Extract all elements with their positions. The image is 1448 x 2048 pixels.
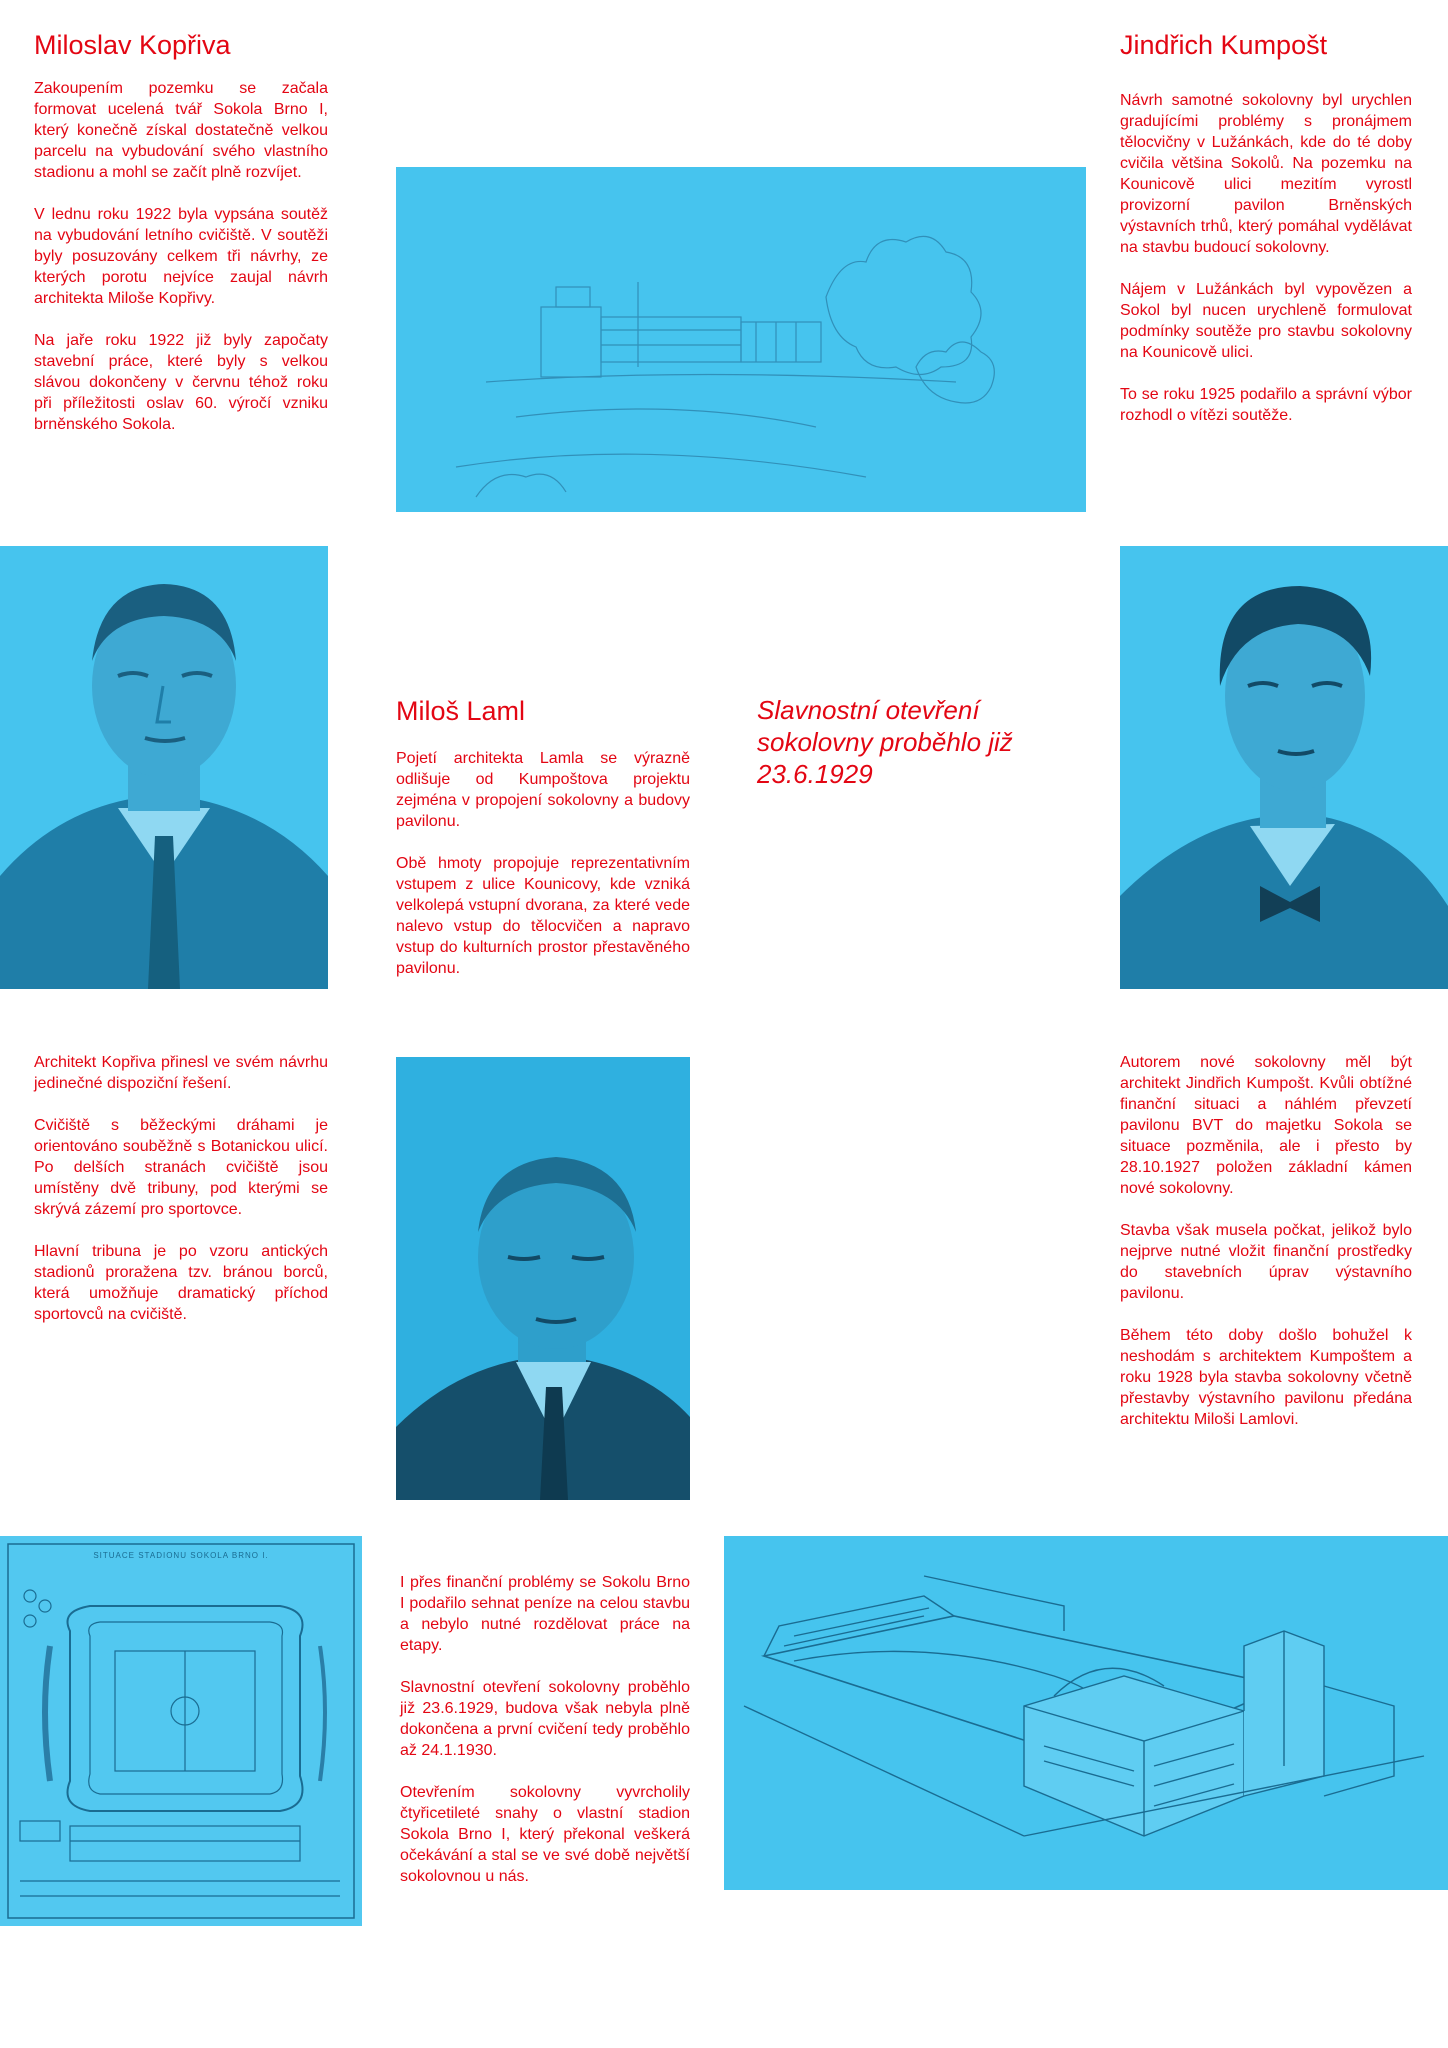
kopriva-paragraph-2: V lednu roku 1922 byla vypsána soutěž na vybudování letního cvičiště. V soutěži byly posuzovány celkem tři návrhy, ze kterých porotu nejvíce zaujal návrh architekta Miloše Kopřivy.	[34, 206, 328, 307]
stadium-plan-title: SITUACE STADIONU SOKOLA BRNO I.	[93, 1551, 269, 1560]
kopriva-design-paragraph-3: Hlavní tribuna je po vzoru antických stadionů proražena tzv. bránou borců, která umožňuje dramatický příchod sportovců na cvičiště.	[34, 1243, 328, 1323]
kopriva-portrait-photo	[0, 546, 328, 989]
kumpost-author-section	[1120, 1052, 1412, 1451]
opening-paragraph-2: Slavnostní otevření sokolovny proběhlo již 23.6.1929, budova však nebyla plně dokončena a první cvičení tedy proběhlo až 24.1.1930.	[400, 1679, 690, 1759]
stadium-site-plan-image	[0, 1536, 362, 1926]
laml-portrait-photo	[396, 1057, 690, 1500]
kopriva-design-paragraph-1: Architekt Kopřiva přinesl ve svém návrhu jedinečné dispoziční řešení.	[34, 1054, 328, 1092]
kopriva-section	[34, 28, 328, 456]
kumpost-author-paragraph-3: Během této doby došlo bohužel k neshodám s architektem Kumpoštem a roku 1928 byla stavba sokolovny včetně přestavby výstavního pavilonu předána architektu Miloši Lamlovi.	[1120, 1327, 1412, 1428]
kopriva-paragraph-1: Zakoupením pozemku se začala formovat ucelená tvář Sokola Brno I, který konečně získal dostatečně velkou parcelu na vybudování svého vlastního stadionu a mohl se začít plně rozvíjet.	[34, 80, 328, 181]
kumpost-section	[1120, 28, 1412, 447]
laml-paragraph-1: Pojetí architekta Lamla se výrazně odlišuje od Kumpoštova projektu zejména v propojení sokolovny a budovy pavilonu.	[396, 750, 690, 830]
kumpost-paragraph-3: To se roku 1925 podařilo a správní výbor rozhodl o vítězi soutěže.	[1120, 386, 1412, 424]
laml-section	[396, 694, 690, 1000]
kopriva-heading: Miloslav Kopřiva	[34, 30, 231, 60]
stadium-axonometric-image	[724, 1536, 1448, 1890]
opening-section	[400, 1572, 690, 1908]
kopriva-design-paragraph-2: Cvičiště s běžeckými dráhami je orientováno souběžně s Botanickou ulicí. Po delších stranách cvičiště jsou umístěny dvě tribuny, pod kterými se skrývá zázemí pro sportovce.	[34, 1117, 328, 1218]
laml-heading: Miloš Laml	[396, 696, 526, 726]
opening-quote-text: Slavnostní otevření sokolovny proběhlo již 23.6.1929	[757, 695, 1013, 789]
opening-quote	[757, 694, 1057, 790]
opening-paragraph-3: Otevřením sokolovny vyvrcholily čtyřicetileté snahy o vlastní stadion Sokola Brno I, který překonal veškerá očekávání a stal se ve své době největší sokolovnou u nás.	[400, 1784, 690, 1885]
kumpost-heading: Jindřich Kumpošt	[1120, 30, 1328, 60]
kopriva-design-section	[34, 1052, 328, 1346]
kumpost-paragraph-1: Návrh samotné sokolovny byl urychlen gradujícími problémy s pronájmem tělocvičny v Lužánkách, kde do té doby cvičila většina Sokolů. Na pozemku na Kounicově ulici mezitím vyrostl provizorní pavilon Brněnských výstavních trhů, který pomáhal vydělávat na stavbu budoucí sokolovny.	[1120, 92, 1412, 256]
opening-paragraph-1: I přes finanční problémy se Sokolu Brno I podařilo sehnat peníze na celou stavbu a nebylo nutné rozdělovat práce na etapy.	[400, 1574, 690, 1654]
kumpost-author-paragraph-1: Autorem nové sokolovny měl být architekt Jindřich Kumpošt. Kvůli obtížné finanční situaci a náhlém převzetí pavilonu BVT do majetku Sokola se situace pozměnila, ale i přesto by 28.10.1927 položen základní kámen nové sokolovny.	[1120, 1054, 1412, 1197]
kopriva-paragraph-3: Na jaře roku 1922 již byly započaty stavební práce, které byly s velkou slávou dokončeny v červnu téhož roku při příležitosti oslav 60. výročí vzniku brněnského Sokola.	[34, 332, 328, 433]
kumpost-author-paragraph-2: Stavba však musela počkat, jelikož bylo nejprve nutné vložit finanční prostředky do stavebních úprav výstavního pavilonu.	[1120, 1222, 1412, 1302]
laml-paragraph-2: Obě hmoty propojuje reprezentativním vstupem z ulice Kounicovy, kde vzniká velkolepá vstupní dvorana, za které vede nalevo vstup do tělocvičen a napravo vstup do kulturních prostor přestavěného pavilonu.	[396, 855, 690, 977]
kumpost-portrait-photo	[1120, 546, 1448, 989]
pavilion-sketch-image	[396, 167, 1086, 512]
kumpost-paragraph-2: Nájem v Lužánkách byl vypovězen a Sokol byl nucen urychleně formulovat podmínky soutěže pro stavbu sokolovny na Kounicově ulici.	[1120, 281, 1412, 361]
